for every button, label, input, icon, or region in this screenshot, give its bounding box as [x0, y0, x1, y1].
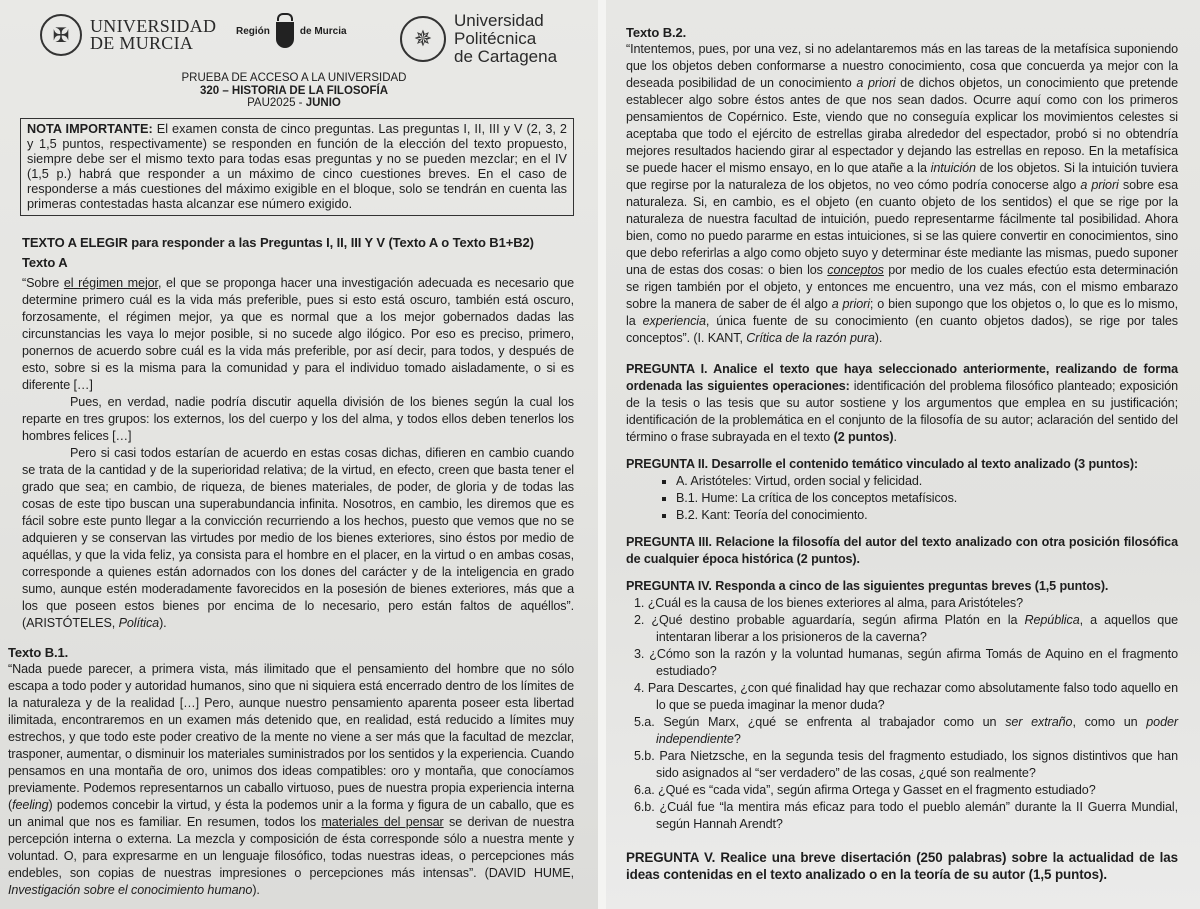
exam-heading [14, 72, 574, 110]
text-segment: identificación del problema filosófico planteado; exposición de la tesis o las tesis que su autor sostiene y los argumentos que emplea en su justificación; identificación de la problemática en el conjunto de la filosofía de su autor; aclaración del sentido del término o frase subrayada en el texto [626, 379, 1179, 444]
logo-universidad-de-murcia [40, 14, 216, 56]
upct-seal-icon: ✵ [400, 16, 446, 62]
questions-section [626, 361, 1178, 883]
text-segment: 6.a. ¿Qué es “cada vida”, según afirma Ortega y Gasset en el fragmento estudiado? [634, 783, 1096, 797]
logo-region-text: de Murcia [299, 25, 347, 37]
logo-upct [400, 12, 557, 66]
text-segment: ). [874, 331, 883, 345]
text-segment: intuición [930, 161, 976, 175]
logo-region-de-murcia [236, 14, 347, 48]
texto-b1-title: Texto B.1. [8, 644, 69, 660]
text-segment: “Intentemos, pues, por una vez, si no adelantaremos más en las tareas de la metafísica suponiendo que los objetos deben conformarse a nuestro conocimiento, cosa que concuerda ya mejor con la deseada posibilidad de un conocimiento [626, 42, 1178, 90]
list-item [626, 595, 1178, 612]
crown-shield-icon [276, 22, 294, 48]
text-segment: (2 puntos) [833, 430, 894, 444]
important-note-box [20, 118, 574, 216]
exam-title: PRUEBA DE ACCESO A LA UNIVERSIDAD [181, 72, 407, 84]
text-segment: 6.b. ¿Cuál fue “la mentira más eficaz para todo el pueblo alemán” durante la II Guerra Mundial, según Hannah Arendt? [634, 800, 1178, 831]
text-segment: feeling [12, 797, 49, 812]
text-segment: a priori [856, 76, 896, 90]
text-segment: ? [733, 732, 741, 746]
logo-region-text: Región [236, 25, 270, 37]
text-segment: de dichos objetos, un conocimiento que pretende establecer algo sobre éstos antes de que nos sean dados. Ocurre aquí como con los primeros pensamientos de Copérnico. Este, viendo que no conseguía explicar los movimientos celestes si aceptaba que todo el ejército de estrellas giraba alrededor del espectador, probó si no obtendría mejores resultados haciendo girar al espectador y dejando las estrellas en reposo. En la metafísica se puede hacer el mismo ensayo, en lo que atañe a la [626, 76, 1178, 175]
logo-upct-line: Universidad [454, 11, 544, 30]
text-segment: 5.a. Según Marx, ¿qué se enfrenta al trabajador como un [634, 715, 1006, 729]
logo-upct-line: de Cartagena [454, 47, 558, 66]
texto-b1-paragraph [8, 661, 574, 899]
text-segment: sobre esa naturaleza. Si, en cambio, es el objeto (en cuanto objeto de los sentidos) el que se rige por la naturaleza de nuestra facultad de intuición, puedo representarme fácilmente tal posibilidad. Ahora bien, como no puedo pararme en estas intuiciones, si se las quiere convertir en conocimientos, sino que debo referirlas a algo como objeto suyo y determinar éste mediante las mismas, puedo suponer una de estas dos cosas: o bien los [626, 178, 1178, 277]
text-segment: a priori [831, 297, 870, 311]
question-1 [626, 361, 1178, 446]
text-segment: 4. Para Descartes, ¿con qué finalidad hay que rechazar como absolutamente falso todo aquello en lo que se pueda imaginar la menor duda? [634, 681, 1178, 712]
list-item [626, 680, 1178, 714]
header-logos [38, 12, 574, 72]
exam-month: JUNIO [305, 97, 341, 109]
question-2-list [626, 473, 1178, 524]
text-segment: Pero si casi todos estarían de acuerdo en estas cosas dichas, difieren en cambio cuando se trata de la cantidad y de la superioridad relativa; de la virtud, en efecto, creen que basta tener el grado que sea; en cambio, de riqueza, de bienes materiales, de poder, de gloria y de todas las cosas de este tipo buscan una superabundancia infinita. Nosotros, en cambio, les diremos que es fácil sobre este punto llegar a la convicción recurriendo a los hechos, puesto que vemos que no se adquieren y se conservan las virtudes por medio de los bienes exteriores, sino éstos por medio de aquéllas, y que la vida feliz, ya consista para el hombre en el placer, en la virtud o en ambas cosas, corresponde a quienes están adornados con los dones del carácter y de la inteligencia en grado sumo, aunque estén moderadamente favorecidos en la posesión de bienes exteriores, más que a los que poseen estos bienes por encima de lo necesario, pero están faltos de aquéllos”. (ARISTÓTELES, [22, 445, 574, 630]
text-segment: a priori [1080, 178, 1119, 192]
texto-a-paragraph [22, 394, 574, 445]
text-segment: ). [252, 882, 260, 897]
text-segment: . [893, 430, 897, 444]
list-item [626, 612, 1178, 646]
text-segment: , el que se proponga hacer una investigación adecuada es necesario que determine primero cuál es la vida más preferible, pues si esto está oscuro, también está oscuro, forzosamente, el régimen mejor, ya que es normal que a los mejor gobernados dadas las circunstancias les vaya lo mejor posible, si no sucede algo ilógico. Por eso es preciso, primero, ponernos de acuerdo sobre cuál es la vida más preferible, por así decir, para todos, y después de esto, sobre si es la misma para la comunidad y para el individuo tomado aisladamente, o si es diferente […] [22, 275, 574, 392]
text-segment: materiales del pensar [321, 814, 444, 829]
list-item [626, 646, 1178, 680]
texto-a-title: Texto A [22, 254, 68, 270]
text-segment: se derivan de nuestra percepción interna o externa. La mezcla y composición de ésta corresponde sólo a nuestra mente y voluntad. O, para expresarme en un lenguaje filosófico, todas nuestras ideas, o percepciones más endebles, son copias de nuestras impresiones o percepciones más intensas”. (DAVID HUME, [8, 814, 574, 880]
note-text: El examen consta de cinco preguntas. Las preguntas I, II, III y V (2, 3, 2 y 1,5 puntos, respectivamente) se responden en función de la elección del texto propuesto, siempre debe ser el mismo texto para todas esas preguntas y no se pueden mezclar; en el IV (1,5 p.) habrá que responder a un máximo de cinco cuestiones breves. En el caso de responderse a más cuestiones del máximo exigible en el bloque, solo se tendrán en cuenta las primeras contestadas hasta alcanzar ese número exigido. [27, 121, 567, 211]
logo-um-line: UNIVERSIDAD [90, 16, 217, 36]
text-segment: “Nada puede parecer, a primera vista, más ilimitado que el pensamiento del hombre que no sólo escapa a todo poder y autoridad humanos, sino que ni siquiera está encerrado dentro de los límites de la naturaleza y de la realidad […] Pero, aunque nuestro pensamiento aparenta poseer esta libertad ilimitada, encontraremos en un examen más detenido que, en realidad, está reducido a límites muy estrechos, y que todo este poder creativo de la mente no viene a ser más que la facultad de mezclar, trasponer, aumentar, o disminuir los materiales suministrados por los sentidos y la experiencia. Cuando pensamos en una montaña de oro, unimos dos ideas compatibles: oro y montaña, que conocíamos previamente. Podemos representarnos un caballo virtuoso, pues de nuestra propia experiencia interna ( [8, 661, 574, 812]
exam-page-1 [0, 0, 598, 909]
texto-b2-paragraph [626, 41, 1178, 347]
text-segment: 5.b. Para Nietzsche, en la segunda tesis del fragmento estudiado, los signos distintivos que han sido asignados al “ser verdadero” de las cosas, ¿qué son realmente? [634, 749, 1178, 780]
text-segment: 2. ¿Qué destino probable aguardaría, según afirma Platón en la [634, 613, 1025, 627]
question-4-title: PREGUNTA IV. Responda a cinco de las siguientes preguntas breves (1,5 puntos). [626, 579, 1109, 593]
text-segment: “Sobre [22, 275, 64, 290]
exam-subject: 320 – HISTORIA DE LA FILOSOFÍA [199, 84, 389, 97]
question-2-title: PREGUNTA II. Desarrolle el contenido temático vinculado al texto analizado (3 puntos): [626, 457, 1139, 471]
choose-heading: TEXTO A ELEGIR [22, 234, 128, 250]
text-segment: de los objetos. Si la intuición tuviera que regirse por la naturaleza de los objetos, no veo cómo podría conocerse algo [626, 161, 1178, 192]
text-segment: República [1024, 613, 1080, 627]
text-segment: , a aquellos que intentaran liberar a los prisioneros de la caverna? [656, 613, 1178, 644]
text-segment: Pues, en verdad, nadie podría discutir aquella división de los bienes según la cual los reparte en tres grupos: los externos, los del cuerpo y los del alma, y todos ellos deben tenerlos los hombres felices […] [22, 394, 574, 443]
list-item [626, 748, 1178, 782]
list-item: ▪ B.2. Kant: Teoría del conocimiento. [676, 507, 1178, 524]
text-segment: ser extraño [1005, 715, 1073, 729]
text-segment: , única fuente de su conocimiento (en cuanto objetos dados), se rige por tales conceptos”. (I. KANT, [626, 314, 1178, 345]
note-label: NOTA IMPORTANTE: [27, 121, 153, 136]
texto-b2-section [626, 24, 1178, 347]
text-segment: 1. ¿Cuál es la causa de los bienes exteriores al alma, para Aristóteles? [634, 596, 1024, 610]
text-segment: Crítica de la razón pura [746, 331, 875, 345]
texto-a-section [22, 234, 574, 632]
text-segment: 3. ¿Cómo son la razón y la voluntad humanas, según afirma Tomás de Aquino en el fragmento estudiado? [634, 647, 1178, 678]
logo-um-line: DE MURCIA [90, 33, 194, 53]
text-segment: conceptos [827, 263, 884, 277]
question-5: PREGUNTA V. Realice una breve disertación (250 palabras) sobre la actualidad de las ideas contenidas en el texto analizado o en la teoría de su autor (1,5 puntos). [626, 850, 1178, 882]
text-segment: ). [159, 615, 167, 630]
text-segment: ) podemos concebir la virtud, y ésta la podemos unir a la forma y figura de un caballo, que es un animal que nos es familiar. En resumen, todos los [8, 797, 574, 829]
exam-page-2 [606, 0, 1200, 909]
um-seal-icon: ✠ [40, 14, 82, 56]
text-segment: ; o bien supongo que los objetos o, lo que es lo mismo, la [626, 297, 1179, 328]
list-item [626, 782, 1178, 799]
texto-b2-title: Texto B.2. [626, 25, 687, 40]
text-segment: PREGUNTA I. Analice el texto que haya seleccionado anteriormente, realizando de forma ordenada las siguientes operaciones: [626, 362, 1178, 393]
text-segment: el régimen mejor [63, 275, 158, 290]
text-segment: Investigación sobre el conocimiento humano [8, 882, 253, 897]
texto-b1-section [8, 644, 574, 899]
logo-upct-line: Politécnica [454, 29, 537, 48]
list-item [626, 799, 1178, 833]
text-segment: Política [118, 615, 160, 630]
texto-a-paragraph [22, 275, 574, 394]
text-segment: por medio de los cuales efectúo esta determinación se rigen también por el objeto, y entonces me encuentro, una vez más, con el mismo embarazo sobre la manera de saber de él algo [626, 263, 1178, 311]
text-segment: experiencia [642, 314, 706, 328]
question-3: PREGUNTA III. Relacione la filosofía del autor del texto analizado con otra posición filosófica de cualquier época histórica (2 puntos). [626, 535, 1178, 566]
text-segment: poder independiente [656, 715, 1178, 746]
list-item [626, 714, 1178, 748]
exam-session: PAU2025 - [247, 97, 306, 109]
list-item: ▪ B.1. Hume: La crítica de los conceptos metafísicos. [676, 490, 1178, 507]
choose-heading-rest: para responder a las Preguntas I, II, III Y V (Texto A o Texto B1+B2) [127, 234, 534, 250]
text-segment: , como un [1072, 715, 1147, 729]
texto-a-paragraph [22, 445, 574, 632]
list-item: ▪ A. Aristóteles: Virtud, orden social y felicidad. [676, 473, 1178, 490]
question-4-list [626, 595, 1178, 833]
